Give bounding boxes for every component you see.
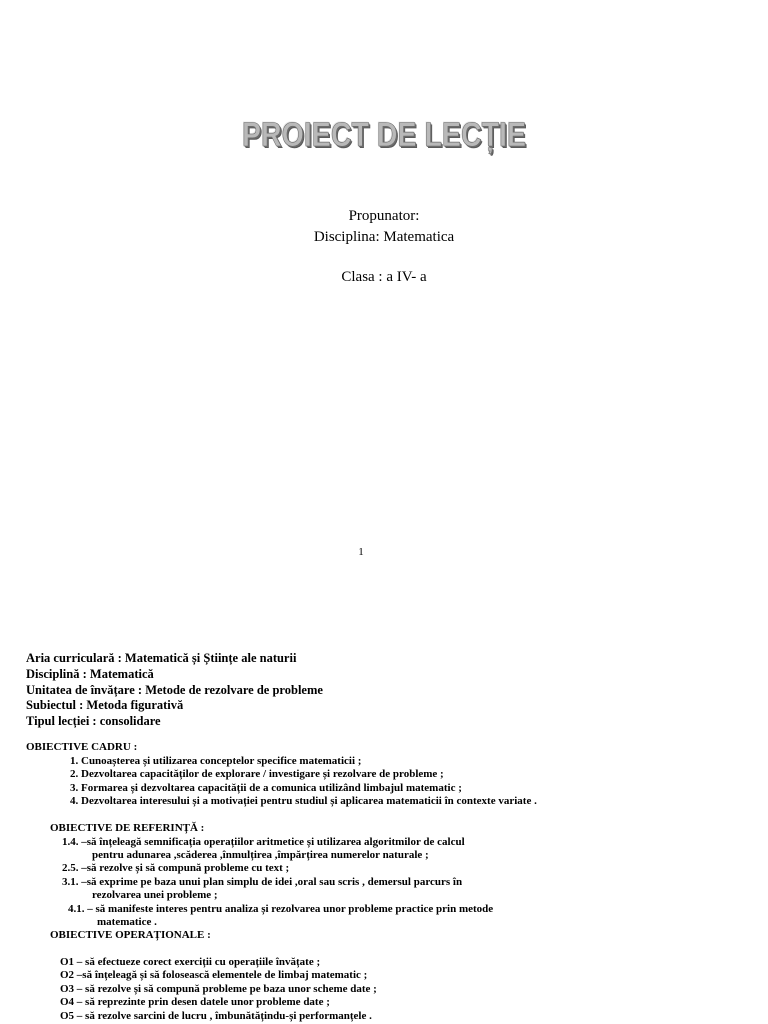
aria-curriculara: Aria curriculară : Matematică și Științe ale naturii <box>26 651 297 665</box>
list-item: 2. Dezvoltarea capacităților de explorare / investigare și rezolvare de probleme ; <box>70 768 444 781</box>
disciplina-info: Disciplină : Matematică <box>26 666 154 681</box>
referinta-line: 2.5. –să rezolve și să compună probleme cu text ; <box>62 862 290 874</box>
clasa-line: Clasa : a IV- a <box>341 269 427 285</box>
referinta-line: matematice . <box>97 916 157 928</box>
obiective-cadru-list <box>70 755 537 809</box>
list-item: 3. Formarea și dezvoltarea capacității de a comunica utilizând limbajul matematic ; <box>70 781 462 794</box>
tipul-lectiei: Tipul lecției : consolidare <box>26 714 161 729</box>
list-item: O4 – să reprezinte prin desen datele unor probleme date ; <box>60 996 330 1009</box>
referinta-line: rezolvarea unei probleme ; <box>92 889 218 901</box>
disciplina-line: Disciplina: Matematica <box>313 229 455 245</box>
unitatea-de-invatare: Unitatea de învățare : Metode de rezolvare de probleme <box>26 682 323 697</box>
list-item: 1. Cunoașterea și utilizarea conceptelor specifice matematicii ; <box>70 755 362 767</box>
list-item: O1 – să efectueze corect exerciții cu operațiile învățate ; <box>60 956 321 968</box>
list-item: 4. Dezvoltarea interesului și a motivației pentru studiul și aplicarea matematicii în contexte variate . <box>70 795 537 808</box>
lesson-info-block <box>26 651 746 730</box>
list-item: O3 – să rezolve și să compună probleme pe baza unor scheme date ; <box>60 982 377 995</box>
referinta-line: pentru adunarea ,scăderea ,înmulțirea ,împărțirea numerelor naturale ; <box>92 849 429 861</box>
obiective-operationale-heading: OBIECTIVE OPERAȚIONALE : <box>50 929 211 941</box>
page-number: 1 <box>358 546 364 558</box>
document-title: PROIECT DE LECȚIE <box>241 116 527 154</box>
list-item: O2 –să înțeleagă și să folosească elementele de limbaj matematic ; <box>60 969 368 982</box>
obiective-referinta-heading: OBIECTIVE DE REFERINȚĂ : <box>50 822 205 834</box>
referinta-line: 3.1. –să exprime pe baza unui plan simplu de idei ,oral sau scris , demersul parcurs în <box>62 876 463 888</box>
referinta-line: 1.4. –să înțeleagă semnificația operațiilor aritmetice și utilizarea algoritmilor de calcul <box>62 836 465 848</box>
referinta-line: 4.1. – să manifeste interes pentru analiza și rezolvarea unor probleme practice prin metode <box>68 903 494 915</box>
subiectul: Subiectul : Metoda figurativă <box>26 698 184 713</box>
list-item: O5 – să rezolve sarcini de lucru , îmbunătățindu-și performanțele . <box>60 1009 372 1022</box>
propunator-line: Propunator: <box>348 208 420 224</box>
obiective-cadru-heading: OBIECTIVE CADRU : <box>26 741 138 753</box>
obiective-operationale-list <box>60 956 377 1023</box>
